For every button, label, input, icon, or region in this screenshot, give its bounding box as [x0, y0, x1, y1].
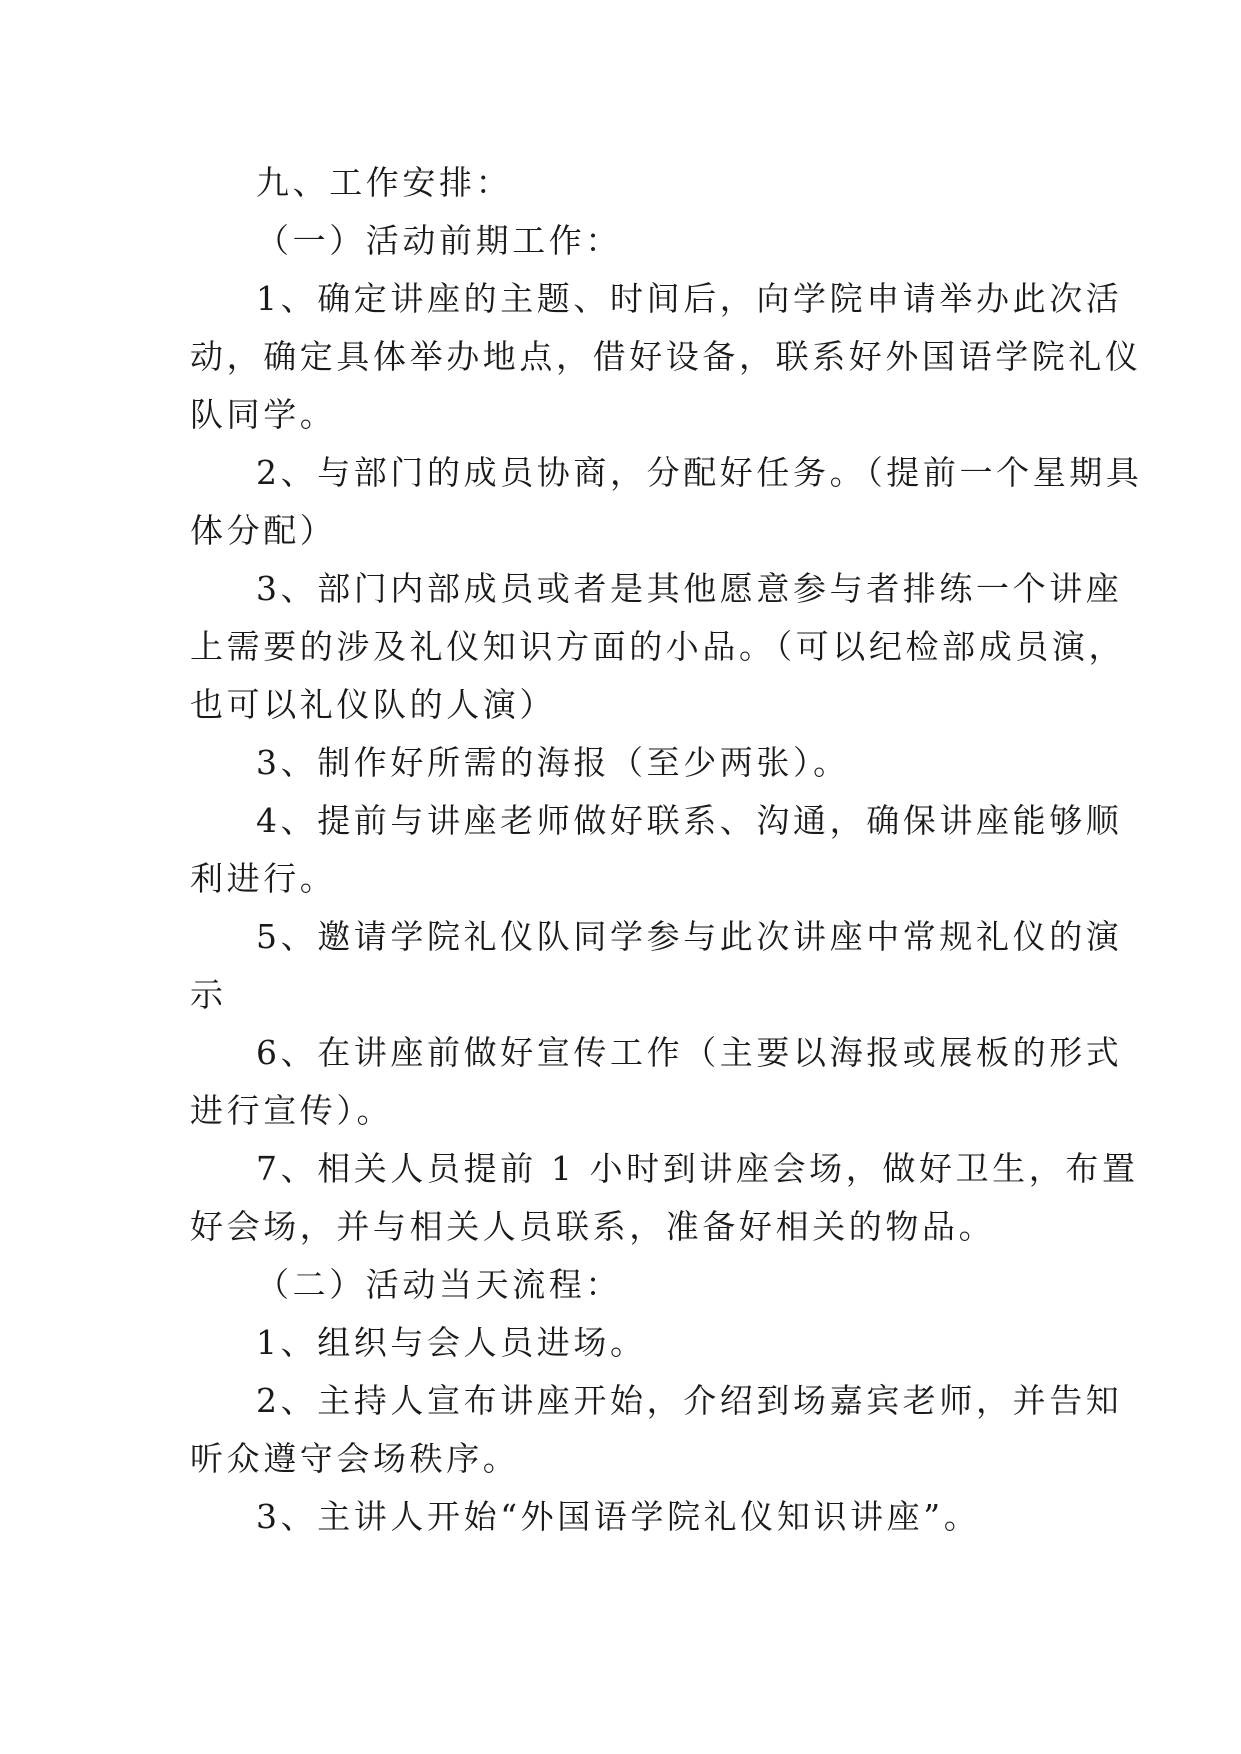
paragraph-line: 上需要的涉及礼仪知识方面的小品。（可以纪检部成员演，	[190, 627, 1126, 666]
paragraph-line: 3、主讲人开始“外国语学院礼仪知识讲座”。	[256, 1497, 981, 1536]
paragraph-line: 7、相关人员提前 1 小时到讲座会场，做好卫生，布置	[256, 1149, 1139, 1188]
subsection-heading: （二）活动当天流程：	[256, 1265, 622, 1304]
paragraph-line: 6、在讲座前做好宣传工作（主要以海报或展板的形式	[256, 1033, 1123, 1072]
paragraph-line: 也可以礼仪队的人演）	[190, 685, 556, 724]
paragraph-line: 4、提前与讲座老师做好联系、沟通，确保讲座能够顺	[256, 801, 1123, 840]
paragraph-line: 示	[190, 975, 227, 1014]
document-body	[190, 154, 1143, 1546]
subsection-heading: （一）活动前期工作：	[256, 221, 622, 260]
paragraph-line: 3、制作好所需的海报（至少两张）。	[256, 743, 850, 782]
paragraph-line: 进行宣传）。	[190, 1091, 394, 1130]
paragraph-line: 体分配）	[190, 511, 337, 550]
paragraph-line: 5、邀请学院礼仪队同学参与此次讲座中常规礼仪的演	[256, 917, 1123, 956]
paragraph-line: 动，确定具体举办地点，借好设备，联系好外国语学院礼仪	[190, 337, 1142, 376]
paragraph-line: 3、部门内部成员或者是其他愿意参与者排练一个讲座	[256, 569, 1123, 608]
paragraph-line: 1、组织与会人员进场。	[256, 1323, 647, 1362]
paragraph-line: 1、确定讲座的主题、时间后，向学院申请举办此次活	[256, 279, 1123, 318]
paragraph-line: 2、主持人宣布讲座开始，介绍到场嘉宾老师，并告知	[256, 1381, 1123, 1420]
paragraph-line: 好会场，并与相关人员联系，准备好相关的物品。	[190, 1207, 996, 1246]
paragraph-line: 队同学。	[190, 395, 337, 434]
paragraph-line: 听众遵守会场秩序。	[190, 1439, 520, 1478]
paragraph-line: 利进行。	[190, 859, 337, 898]
section-heading: 九、工作安排：	[256, 163, 513, 202]
paragraph-line: 2、与部门的成员协商，分配好任务。（提前一个星期具	[256, 453, 1143, 492]
